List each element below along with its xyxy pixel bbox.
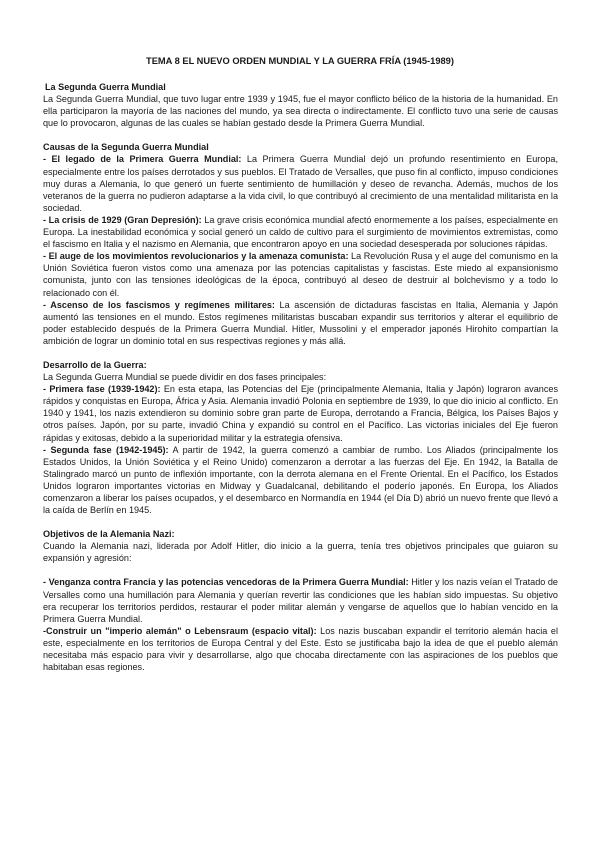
list-item (43, 153, 558, 213)
paragraph-objectives-intro: Cuando la Alemania nazi, liderada por Adolf Hitler, dio inicio a la guerra, tenía tres objetivos principales que guiaron su expansión y agresión: (43, 541, 558, 564)
item-text: En esta etapa, las Potencias del Eje (principalmente Alemania, Italia y Japón) lograron avances rápidos y conquistas en Europa, África y Asia. Alemania invadió Polonia en septiembre de 1939, lo que dio inicio al conflicto. En 1940 y 1941, los nazis extendieron su dominio sobre gran parte de Europa, derrotando a Francia, Bélgica, los Países Bajos y otros países. Japón, por su parte, invadió China y expandió su control en el Pacífico. Las victorias iniciales del Eje fueron rápidas y exitosas, debido a la superioridad militar y la estrategia ofensiva. (43, 384, 558, 443)
item-term: - El auge de los movimientos revolucionarios y la amenaza comunista: (43, 251, 349, 262)
section-heading-intro: La Segunda Guerra Mundial (45, 82, 166, 92)
paragraph-development-intro: La Segunda Guerra Mundial se puede dividir en dos fases principales: (43, 372, 327, 383)
list-item (43, 214, 558, 250)
item-text: La Primera Guerra Mundial dejó un profundo resentimiento en Europa, especialmente entre los países derrotados y sus pueblos. El Tratado de Versalles, que puso fin al conflicto, impuso condiciones muy duras a Alemania, lo que generó un fuerte sentimiento de humillación y deseo de revancha. Además, muchos de los veteranos de la guerra no pudieron adaptarse a la vida civil, lo que contribuyó al crecimiento de una mentalidad militarista en la sociedad. (43, 154, 558, 213)
item-text: A partir de 1942, la guerra comenzó a cambiar de rumbo. Los Aliados (principalmente los Estados Unidos, la Unión Soviética y el Reino Unido) comenzaron a derrotar a las fuerzas del Eje. En 1942, la Batalla de Stalingrado marcó un punto de inflexión importante, con la derrota alemana en el Frente Oriental. En el Pacífico, los Estados Unidos lograron importantes victorias en Midway y Guadalcanal, debilitando el poderío japonés. En Europa, los Aliados comenzaron a liberar los países ocupados, y el desembarco en Normandía en 1944 (el Día D) abrió un nuevo frente que llevó a la caída de Berlín en 1945. (43, 444, 558, 516)
item-text: La Revolución Rusa y el auge del comunismo en la Unión Soviética fueron vistos como una amenaza por las potencias capitalistas y fascistas. Este miedo al expansionismo comunista, junto con las tensiones ideológicas de la época, contribuyó al deseo de destruir al bolchevismo y a todo lo relacionado con él. (43, 251, 558, 298)
spacer (43, 564, 558, 576)
section-heading-development: Desarrollo de la Guerra: (43, 359, 147, 370)
document-body (43, 81, 558, 673)
item-term: - Venganza contra Francia y las potencias vencedoras de la Primera Guerra Mundial: (43, 577, 409, 588)
spacer (43, 516, 558, 528)
item-term: - Primera fase (1939-1942): (43, 384, 161, 395)
item-term: - El legado de la Primera Guerra Mundial: (43, 154, 242, 165)
item-text: Los nazis buscaban expandir el territorio alemán hacia el este, especialmente en los territorios de Europa Central y del Este. Esto se justificaba bajo la idea de que el pueblo alemán necesitaba más espacio para vivir y desarrollarse, algo que chocaba directamente con las aspiraciones de los pueblos que habitaban esas regiones. (43, 625, 558, 673)
item-term: - Ascenso de los fascismos y regímenes militares: (43, 299, 275, 310)
list-item (43, 625, 558, 673)
list-item (43, 299, 558, 347)
section-heading-objectives: Objetivos de la Alemania Nazi: (43, 529, 175, 540)
list-item (43, 250, 558, 298)
item-text: La ascensión de dictaduras fascistas en Italia, Alemania y Japón aumentó las tensiones en el mundo. Estos regímenes militaristas buscaban expandir sus territorios y alterar el equilibrio de poder establecido después de la Primera Guerra Mundial. Hitler, Mussolini y el emperador japonés Hirohito compartían la ambición de lograr un dominio total en sus respectivas regiones y más allá. (43, 299, 558, 346)
list-item (43, 444, 558, 517)
item-term: - La crisis de 1929 (Gran Depresión): (43, 214, 202, 225)
spacer (43, 347, 558, 359)
item-text: La grave crisis económica mundial afectó enormemente a los países, especialmente en Europa. La inestabilidad económica y social generó un caldo de cultivo para el surgimiento de movimientos extremistas, como el fascismo en Italia y el nazismo en Alemania, que encontraron apoyo en una sociedad desesperada por soluciones rápidas. (43, 214, 558, 250)
item-text: Hitler y los nazis veían el Tratado de Versalles como una humillación para Alemania y querían revertir las condiciones que les habían sido impuestas. Su objetivo era recuperar los territorios perdidos, restaurar el poder militar alemán y vengarse de aquellos que lo habían vencido en la Primera Guerra Mundial. (43, 577, 558, 624)
item-term: - Segunda fase (1942-1945): (43, 444, 169, 455)
paragraph-intro: La Segunda Guerra Mundial, que tuvo lugar entre 1939 y 1945, fue el mayor conflicto bélico de la historia de la humanidad. En ella participaron la mayoría de las naciones del mundo, ya sea directa o indirectamente. El conflicto tuvo una serie de causas que lo provocaron, algunas de las cuales se habían gestado desde la Primera Guerra Mundial. (43, 94, 558, 129)
section-heading-causes: Causas de la Segunda Guerra Mundial (43, 142, 209, 153)
item-term: -Construir un "imperio alemán" o Lebensraum (espacio vital): (43, 625, 317, 636)
spacer (43, 129, 558, 141)
list-item (43, 576, 558, 624)
list-item (43, 383, 558, 443)
page-title: TEMA 8 EL NUEVO ORDEN MUNDIAL Y LA GUERRA FRÍA (1945-1989) (146, 56, 454, 66)
